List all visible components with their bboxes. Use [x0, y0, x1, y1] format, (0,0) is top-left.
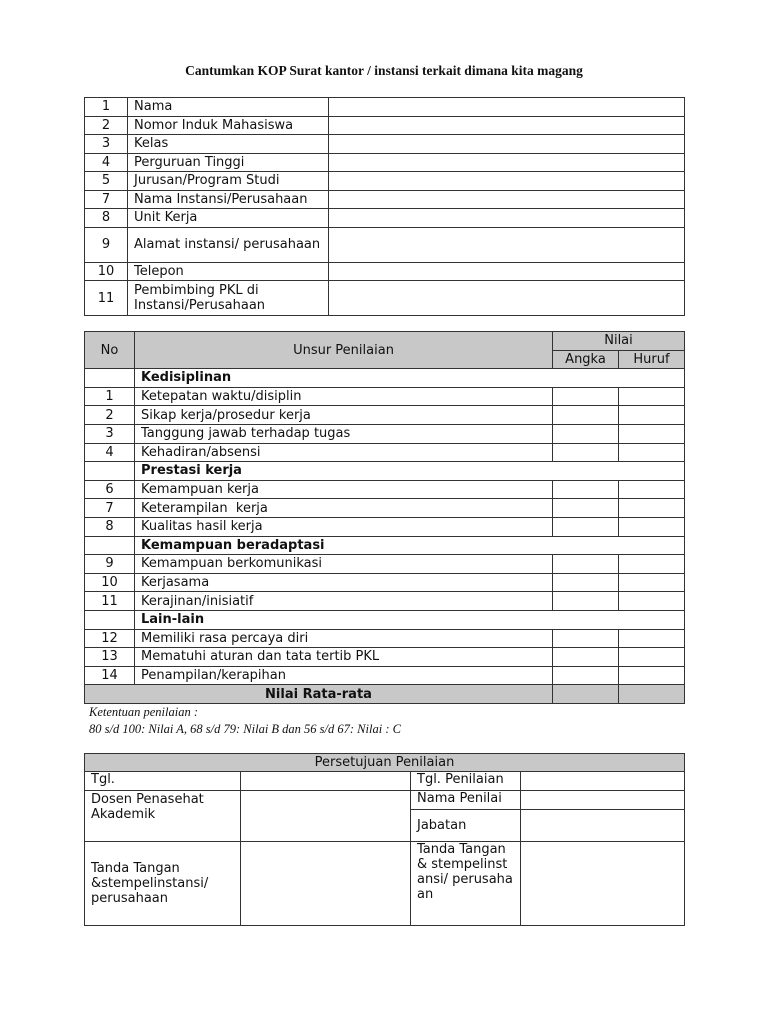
table-row [85, 98, 685, 117]
tgl-field[interactable] [241, 772, 411, 791]
section-title: Kedisiplinan [135, 369, 685, 388]
table-row [85, 135, 685, 154]
row-number: 5 [85, 172, 128, 191]
ttd-right-label: Tanda Tangan & stempelinstansi/ perusahaan [411, 842, 521, 926]
item-number: 13 [85, 648, 135, 667]
item-text: Kehadiran/absensi [135, 443, 553, 462]
section-row [85, 369, 685, 388]
jabatan-field[interactable] [521, 810, 685, 842]
item-text: Penampilan/kerapihan [135, 666, 553, 685]
row-number: 10 [85, 262, 128, 281]
huruf-cell[interactable] [619, 406, 685, 425]
input-cell[interactable] [329, 135, 685, 154]
huruf-cell[interactable] [619, 666, 685, 685]
tgl-label: Tgl. [85, 772, 241, 791]
item-text: Kerjasama [135, 573, 553, 592]
average-angka-cell[interactable] [553, 685, 619, 704]
huruf-cell[interactable] [619, 592, 685, 611]
input-cell[interactable] [329, 172, 685, 191]
angka-cell[interactable] [553, 387, 619, 406]
tgl-penilaian-field[interactable] [521, 772, 685, 791]
item-number: 7 [85, 499, 135, 518]
item-number: 10 [85, 573, 135, 592]
table-row [85, 573, 685, 592]
item-text: Tanggung jawab terhadap tugas [135, 424, 553, 443]
table-row [85, 424, 685, 443]
input-cell[interactable] [329, 281, 685, 316]
row-number: 2 [85, 116, 128, 135]
section-row [85, 610, 685, 629]
item-number: 12 [85, 629, 135, 648]
section-row [85, 462, 685, 481]
table-row [85, 209, 685, 228]
row-label: Perguruan Tinggi [128, 153, 329, 172]
input-cell[interactable] [329, 190, 685, 209]
grading-notes [89, 704, 401, 738]
nama-penilai-label: Nama Penilai [411, 791, 521, 810]
table-row [85, 648, 685, 667]
row-number: 1 [85, 98, 128, 117]
item-text: Mematuhi aturan dan tata tertib PKL [135, 648, 553, 667]
row-number: 9 [85, 227, 128, 262]
item-text: Sikap kerja/prosedur kerja [135, 406, 553, 425]
notes-heading: Ketentuan penilaian : [89, 705, 199, 719]
item-text: Memiliki rasa percaya diri [135, 629, 553, 648]
huruf-cell[interactable] [619, 648, 685, 667]
angka-cell[interactable] [553, 406, 619, 425]
item-text: Ketepatan waktu/disiplin [135, 387, 553, 406]
document-title: Cantumkan KOP Surat kantor / instansi terkait dimana kita magang [185, 63, 583, 78]
item-number: 3 [85, 424, 135, 443]
angka-cell[interactable] [553, 592, 619, 611]
input-cell[interactable] [329, 98, 685, 117]
table-row [85, 592, 685, 611]
table-row [85, 116, 685, 135]
jabatan-label: Jabatan [411, 810, 521, 842]
huruf-cell[interactable] [619, 499, 685, 518]
item-text: Kualitas hasil kerja [135, 517, 553, 536]
angka-cell[interactable] [553, 424, 619, 443]
angka-cell[interactable] [553, 573, 619, 592]
table-row [85, 262, 685, 281]
average-label: Nilai Rata-rata [85, 685, 553, 704]
row-label: Pembimbing PKL di Instansi/Perusahaan [128, 281, 329, 316]
dosen-label: Dosen Penasehat Akademik [85, 791, 241, 842]
item-number: 8 [85, 517, 135, 536]
item-number: 9 [85, 555, 135, 574]
section-title: Kemampuan beradaptasi [135, 536, 685, 555]
row-number: 7 [85, 190, 128, 209]
item-number: 4 [85, 443, 135, 462]
assessment-table [84, 331, 685, 704]
section-title: Prestasi kerja [135, 462, 685, 481]
angka-cell[interactable] [553, 443, 619, 462]
table-row [85, 480, 685, 499]
approval-title: Persetujuan Penilaian [85, 754, 685, 772]
table-row [85, 406, 685, 425]
section-row [85, 536, 685, 555]
item-number: 1 [85, 387, 135, 406]
item-number: 2 [85, 406, 135, 425]
row-label: Kelas [128, 135, 329, 154]
huruf-cell[interactable] [619, 387, 685, 406]
angka-cell[interactable] [553, 555, 619, 574]
ttd-right-field[interactable] [521, 842, 685, 926]
header-angka: Angka [553, 350, 619, 369]
huruf-cell[interactable] [619, 443, 685, 462]
table-row [85, 443, 685, 462]
huruf-cell[interactable] [619, 629, 685, 648]
row-label: Nomor Induk Mahasiswa [128, 116, 329, 135]
huruf-cell[interactable] [619, 480, 685, 499]
table-row [85, 172, 685, 191]
row-label: Unit Kerja [128, 209, 329, 228]
row-label: Nama [128, 98, 329, 117]
dosen-field[interactable] [241, 791, 411, 842]
ttd-left-field[interactable] [241, 842, 411, 926]
table-row [85, 517, 685, 536]
input-cell[interactable] [329, 209, 685, 228]
huruf-cell[interactable] [619, 517, 685, 536]
angka-cell[interactable] [553, 480, 619, 499]
table-row [85, 666, 685, 685]
input-cell[interactable] [329, 262, 685, 281]
header-unsur: Unsur Penilaian [135, 332, 553, 369]
item-number: 6 [85, 480, 135, 499]
huruf-cell[interactable] [619, 555, 685, 574]
row-number: 11 [85, 281, 128, 316]
table-row [85, 227, 685, 262]
angka-cell[interactable] [553, 499, 619, 518]
huruf-cell[interactable] [619, 573, 685, 592]
notes-scale: 80 s/d 100: Nilai A, 68 s/d 79: Nilai B dan 56 s/d 67: Nilai : C [89, 722, 401, 736]
angka-cell[interactable] [553, 648, 619, 667]
table-row [85, 190, 685, 209]
header-no: No [85, 332, 135, 369]
angka-cell[interactable] [553, 666, 619, 685]
item-number: 11 [85, 592, 135, 611]
huruf-cell[interactable] [619, 424, 685, 443]
table-row [85, 281, 685, 316]
table-row [85, 499, 685, 518]
ttd-left-label: Tanda Tangan &stempelinstansi/ perusahaan [85, 842, 241, 926]
header-huruf: Huruf [619, 350, 685, 369]
item-text: Keterampilan kerja [135, 499, 553, 518]
table-row [85, 555, 685, 574]
item-text: Kemampuan kerja [135, 480, 553, 499]
input-cell[interactable] [329, 153, 685, 172]
row-label: Jurusan/Program Studi [128, 172, 329, 191]
input-cell[interactable] [329, 227, 685, 262]
input-cell[interactable] [329, 116, 685, 135]
row-number: 8 [85, 209, 128, 228]
table-row [85, 387, 685, 406]
row-number: 4 [85, 153, 128, 172]
header-nilai: Nilai [553, 332, 685, 351]
nama-penilai-field[interactable] [521, 791, 685, 810]
table-row [85, 153, 685, 172]
approval-table [84, 753, 685, 926]
item-number: 14 [85, 666, 135, 685]
row-label: Alamat instansi/ perusahaan [128, 227, 329, 262]
row-label: Telepon [128, 262, 329, 281]
tgl-penilaian-label: Tgl. Penilaian [411, 772, 521, 791]
angka-cell[interactable] [553, 517, 619, 536]
row-number: 3 [85, 135, 128, 154]
table-row [85, 629, 685, 648]
item-text: Kerajinan/inisiatif [135, 592, 553, 611]
average-row [85, 685, 685, 704]
item-text: Kemampuan berkomunikasi [135, 555, 553, 574]
average-huruf-cell[interactable] [619, 685, 685, 704]
identity-table [84, 97, 685, 316]
row-label: Nama Instansi/Perusahaan [128, 190, 329, 209]
angka-cell[interactable] [553, 629, 619, 648]
section-title: Lain-lain [135, 610, 685, 629]
